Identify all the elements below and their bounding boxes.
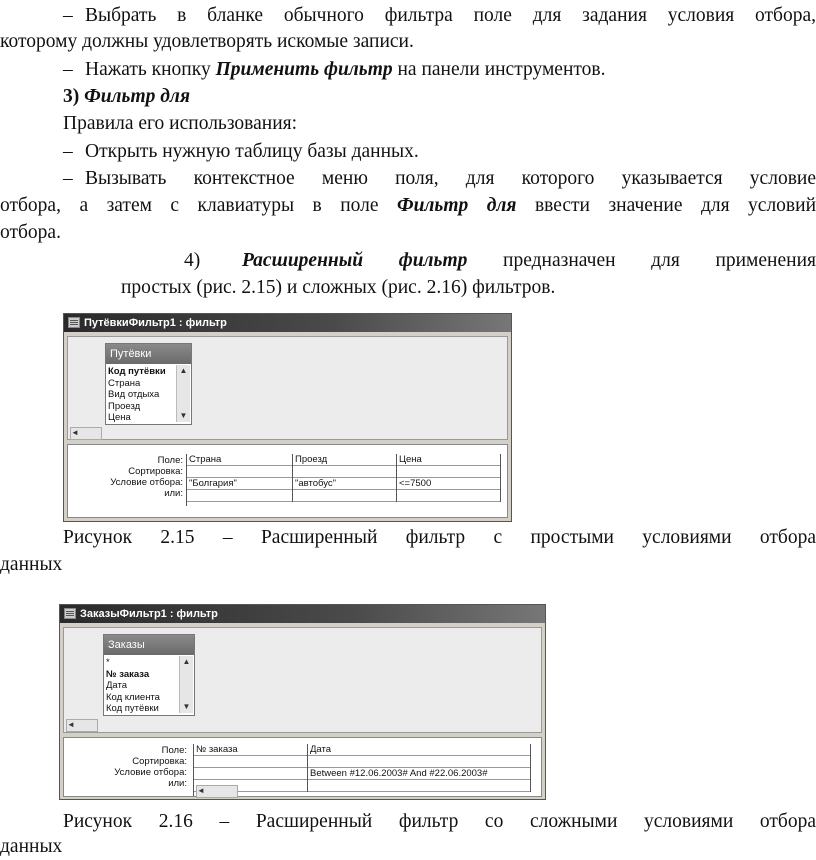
figure-caption (0, 835, 62, 859)
grid-cell-criteria[interactable]: <=7500 (397, 478, 500, 490)
paragraph-text: на панели инструментов. (392, 59, 606, 80)
paragraph-line (0, 221, 61, 245)
figure-caption (63, 526, 816, 550)
scroll-left-icon[interactable]: ◄ (71, 428, 79, 437)
heading-number: 3) (63, 86, 80, 107)
list-dash: – (63, 141, 73, 162)
window-titlebar (64, 314, 511, 332)
grid-cell-sort[interactable] (308, 756, 530, 768)
table-name: Заказы (104, 635, 194, 655)
paragraph-line (63, 112, 297, 136)
paragraph-text: Открыть нужную таблицу базы данных. (85, 141, 419, 162)
grid-cell-field[interactable]: Цена (397, 454, 500, 466)
window-title: ЗаказыФильтр1 : фильтр (80, 608, 218, 620)
caption-text: Рисунок 2.16 – Расширенный фильтр со сложными условиями отбора (63, 811, 816, 832)
paragraph-text: ввести значение для условий (516, 195, 816, 216)
row-labels (72, 745, 187, 789)
paragraph-line (0, 194, 816, 218)
grid-column (187, 454, 293, 502)
grid-column (308, 744, 531, 792)
grid-cell-sort[interactable] (397, 466, 500, 478)
paragraph-line (63, 167, 816, 191)
paragraph-line (63, 140, 419, 164)
scroll-up-icon[interactable]: ▲ (182, 657, 191, 666)
grid-cell-criteria[interactable] (194, 768, 307, 780)
field-list (108, 366, 175, 424)
field-list-box[interactable] (103, 634, 195, 716)
window-title: ПутёвкиФильтр1 : фильтр (84, 317, 227, 329)
grid-cell-criteria[interactable]: "автобус" (293, 478, 396, 490)
row-labels (68, 455, 183, 499)
row-label: Сортировка: (132, 756, 187, 767)
row-label: или: (168, 778, 187, 789)
form-icon (68, 317, 80, 328)
paragraph-text: Правила его использования: (63, 113, 298, 134)
bold-term: Применить фильтр (215, 59, 393, 80)
row-label: или: (164, 488, 183, 499)
row-label: Сортировка: (128, 466, 183, 477)
caption-text: данных (0, 836, 63, 857)
query-grid (193, 744, 544, 796)
filter-window-2 (59, 604, 546, 800)
window-titlebar (60, 605, 545, 623)
field-item[interactable]: Дата (106, 680, 128, 691)
table-pane (63, 627, 542, 733)
form-icon (64, 608, 76, 619)
paragraph-line (184, 249, 200, 273)
field-item[interactable]: Страна (108, 377, 141, 389)
paragraph-line (0, 30, 414, 54)
paragraph-text: отбора, а затем с клавиатуры в поле (0, 195, 397, 216)
grid-cell-sort[interactable] (194, 756, 307, 768)
section-heading (63, 85, 190, 109)
figure-caption (0, 553, 62, 577)
paragraph-line (63, 4, 816, 28)
horizontal-scrollbar[interactable] (70, 427, 102, 440)
grid-cell-sort[interactable] (293, 466, 396, 478)
table-name: Путёвки (106, 344, 191, 364)
list-dash: – (63, 59, 73, 80)
filter-window-1 (63, 313, 512, 522)
paragraph-line (121, 276, 555, 300)
scroll-up-icon[interactable]: ▲ (179, 366, 188, 375)
grid-cell-criteria[interactable]: "Болгария" (187, 478, 292, 490)
grid-cell-field[interactable]: Страна (187, 454, 292, 466)
field-item[interactable]: Код путёвки (106, 703, 159, 714)
bold-term: Фильтр для (397, 195, 517, 216)
grid-cell-or[interactable] (187, 490, 292, 502)
paragraph-text: которому должны удовлетворять искомые записи. (0, 31, 414, 52)
field-item[interactable]: Цена (108, 412, 131, 423)
query-grid-pane (67, 444, 508, 518)
list-number: 4) (184, 250, 201, 271)
field-list-box[interactable] (105, 343, 192, 425)
field-list (106, 657, 178, 715)
grid-column (397, 454, 501, 502)
field-item[interactable]: Вид отдыха (108, 389, 160, 400)
grid-cell-or[interactable] (397, 490, 500, 502)
paragraph-text: Выбрать в бланке обычного фильтра поле для задания условия отбора, (85, 5, 816, 26)
bold-term: Расширенный фильтр (242, 250, 468, 271)
row-label: Условие отбора: (114, 767, 187, 778)
grid-cell-field[interactable]: Проезд (293, 454, 396, 466)
row-label: Поле: (161, 745, 187, 756)
paragraph-line (63, 58, 606, 82)
scroll-down-icon[interactable]: ▼ (179, 411, 188, 420)
query-grid-pane (63, 737, 542, 797)
field-item[interactable]: Код клиента (106, 691, 160, 703)
grid-cell-or[interactable] (308, 780, 530, 792)
vertical-scrollbar[interactable] (176, 365, 190, 422)
table-pane (67, 336, 508, 440)
query-grid (186, 454, 507, 506)
figure-caption (63, 810, 816, 834)
list-dash: – (63, 168, 73, 189)
row-label: Поле: (157, 455, 183, 466)
paragraph-line (242, 249, 816, 273)
caption-text: данных (0, 554, 63, 575)
grid-cell-field[interactable]: Дата (308, 744, 530, 756)
vertical-scrollbar[interactable] (179, 656, 193, 713)
paragraph-text: отбора. (0, 222, 61, 243)
field-item[interactable]: * (106, 657, 110, 668)
horizontal-scrollbar[interactable] (66, 719, 98, 732)
field-item[interactable]: Проезд (108, 400, 141, 412)
heading-text: Фильтр для (84, 86, 190, 107)
paragraph-text: Нажать кнопку (85, 59, 216, 80)
field-item[interactable]: № заказа (106, 668, 150, 680)
list-dash: – (63, 5, 73, 26)
grid-column (293, 454, 397, 502)
grid-cell-sort[interactable] (187, 466, 292, 478)
scroll-left-icon[interactable]: ◄ (67, 720, 75, 729)
field-item[interactable]: Код путёвки (108, 366, 166, 377)
paragraph-text: Вызывать контекстное меню поля, для которого указывается условие (85, 168, 816, 189)
scroll-down-icon[interactable]: ▼ (182, 702, 191, 711)
grid-cell-field[interactable]: № заказа (194, 744, 307, 756)
horizontal-scrollbar[interactable] (196, 785, 238, 798)
paragraph-text: предназначен для применения (467, 250, 816, 271)
row-label: Условие отбора: (110, 477, 183, 488)
caption-text: Рисунок 2.15 – Расширенный фильтр с простыми условиями отбора (63, 527, 816, 548)
paragraph-text: простых (рис. 2.15) и сложных (рис. 2.16) фильтров. (121, 277, 556, 298)
grid-cell-or[interactable] (293, 490, 396, 502)
scroll-left-icon[interactable]: ◄ (197, 786, 205, 795)
grid-cell-criteria[interactable]: Between #12.06.2003# And #22.06.2003# (308, 768, 530, 780)
